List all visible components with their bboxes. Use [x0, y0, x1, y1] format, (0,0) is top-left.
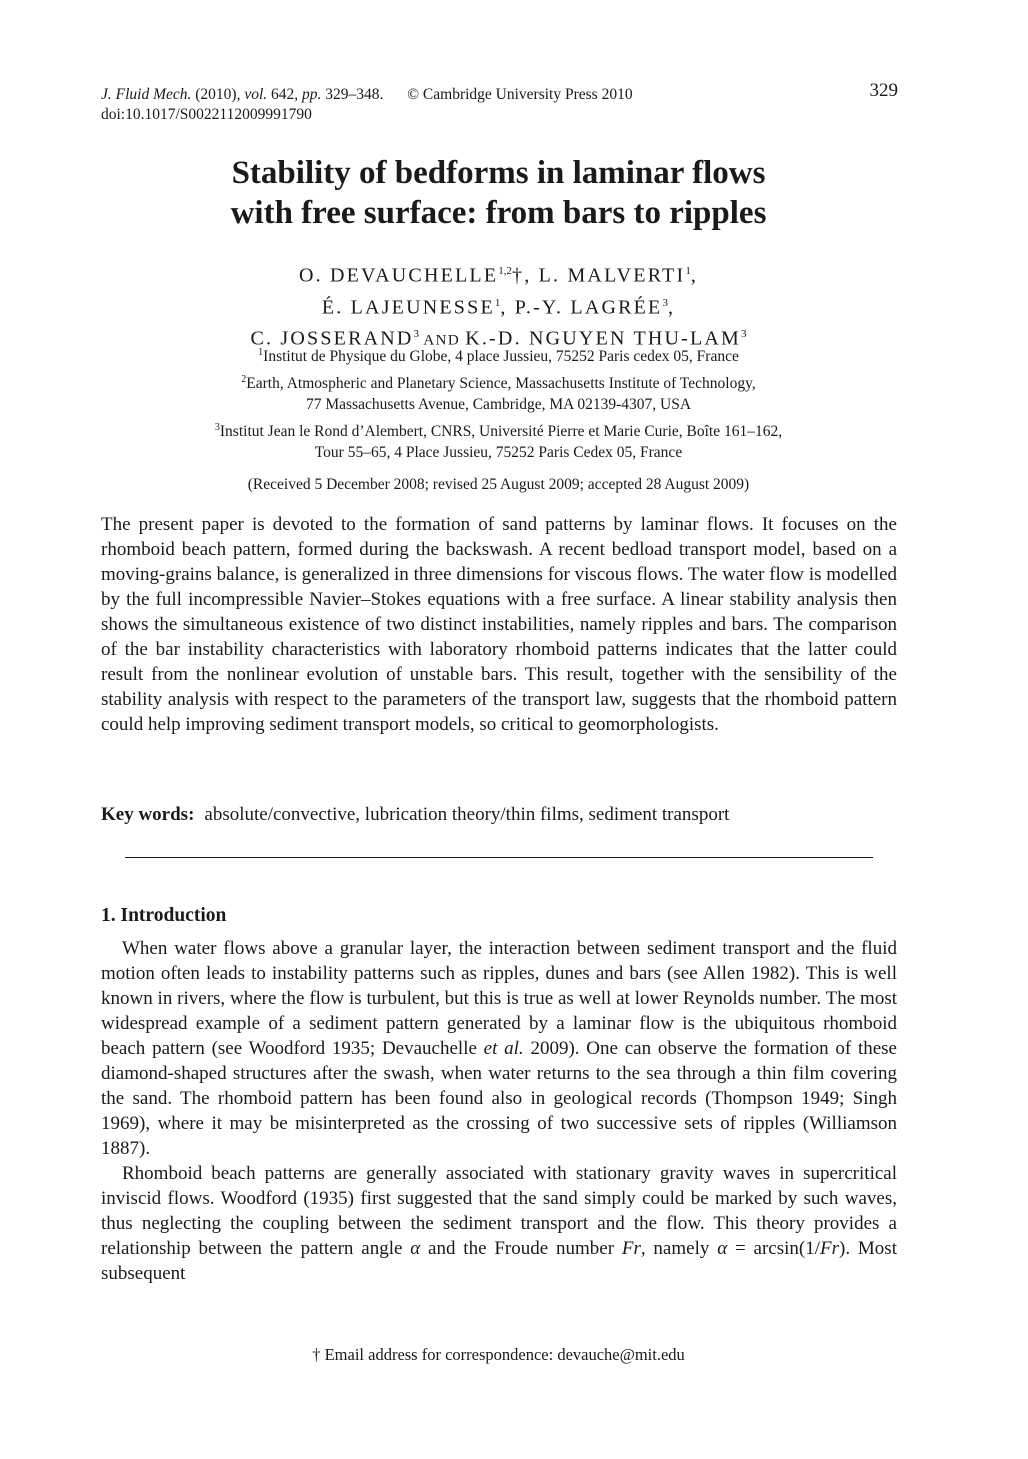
keywords-label: Key words: [101, 804, 195, 825]
title-line-2: with free surface: from bars to ripples [230, 195, 767, 231]
author-affil-sup: 1 [685, 265, 691, 277]
author-separator: , [500, 296, 515, 319]
author-line-1 [100, 258, 897, 290]
author-affil-sup: 1 [494, 296, 501, 309]
author-list [100, 258, 897, 355]
volume-label: vol. [244, 86, 268, 103]
affiliation-text: Earth, Atmospheric and Planetary Science, Massachusetts Institute of Technology, [246, 375, 756, 393]
author-name: É. LAJEUNESSE [321, 296, 495, 319]
author-name: O. DEVAUCHELLE [298, 264, 499, 287]
pages-label: pp. [302, 86, 322, 103]
section-heading: 1. Introduction [101, 905, 227, 926]
author-name: L. MALVERTI [538, 264, 686, 287]
journal-header [101, 84, 633, 106]
author-line-2 [100, 290, 897, 322]
affiliation-sup: 1 [258, 347, 264, 358]
keywords-text: absolute/convective, lubrication theory/thin films, sediment transport [204, 804, 730, 825]
footnote: † Email address for correspondence: devauche@mit.edu [312, 1345, 685, 1364]
page-number: 329 [869, 80, 898, 101]
affiliation-sup: 2 [241, 374, 247, 385]
affiliation-text-line-2: 77 Massachusetts Avenue, Cambridge, MA 02139-4307, USA [305, 396, 692, 414]
abstract: The present paper is devoted to the formation of sand patterns by laminar flows. It focuses on the rhomboid beach pattern, formed during the backswash. A recent bedload transport model, based on a moving-grains balance, is generalized in three dimensions for viscous flows. The water flow is modelled by the full incompressible Navier–Stokes equations with a free surface. A linear stability analysis then shows the simultaneous existence of two distinct instabilities, namely ripples and bars. The comparison of the bar instability characteristics with laboratory rhomboid patterns indicates that the latter could result from the nonlinear evolution of unstable bars. This result, together with the sensibility of the stability analysis with respect to the parameters of the transport law, suggests that the rhomboid pattern could help improving sediment transport models, so critical to geomorphologists. [101, 514, 897, 735]
affiliation-text: Institut de Physique du Globe, 4 place Jussieu, 75252 Paris cedex 05, France [263, 348, 739, 366]
journal-year: (2010), [195, 86, 241, 103]
correspondence-mark: †, [512, 264, 539, 287]
journal-name: J. Fluid Mech. [101, 86, 192, 103]
doi: doi:10.1017/S0022112009991790 [101, 106, 312, 123]
section-divider [125, 857, 873, 858]
volume-number: 642, [271, 86, 299, 103]
paper-title [100, 153, 897, 233]
author-conjunction: AND [419, 332, 466, 349]
author-name: P.-Y. LAGRÉE [514, 296, 663, 319]
received-dates: (Received 5 December 2008; revised 25 August 2009; accepted 28 August 2009) [247, 476, 750, 493]
affiliation-text-line-2: Tour 55–65, 4 Place Jussieu, 75252 Paris Cedex 05, France [314, 444, 683, 462]
paragraph: When water flows above a granular layer, the interaction between sediment transport and the fluid motion often leads to instability patterns such as ripples, dunes and bars (see Allen 1982). This is well known in rivers, where the flow is turbulent, but this is true as well at lower Reynolds number. The most widespread example of a sediment pattern generated by a laminar flow is the ubiquitous rhomboid beach pattern (see Woodford 1935; Devauchelle et al. 2009). One can observe the formation of these diamond-shaped structures after the swash, when water returns to the sea through a thin film covering the sand. The rhomboid pattern has been found also in geological records (Thompson 1949; Singh 1969), where it may be misinterpreted as the crossing of two successive sets of ripples (Williamson 1887). [101, 938, 897, 1159]
affiliation-text: Institut Jean le Rond d’Alembert, CNRS, Université Pierre et Marie Curie, Boîte 161–162, [219, 423, 783, 441]
author-affil-sup: 1,2 [498, 265, 513, 277]
title-line-1: Stability of bedforms in laminar flows [231, 155, 766, 191]
author-name: K.-D. NGUYEN THU-LAM [465, 327, 742, 350]
author-name: C. JOSSERAND [250, 327, 414, 350]
author-separator: , [667, 296, 676, 319]
affiliation-3 [100, 417, 897, 463]
affiliation-2 [100, 369, 897, 415]
author-separator: , [690, 264, 699, 287]
page-range: 329–348. [325, 86, 384, 103]
section-body [101, 936, 897, 1286]
author-affil-sup: 3 [741, 328, 747, 341]
affiliation-1 [100, 342, 897, 367]
keywords [101, 804, 729, 826]
copyright-notice: © Cambridge University Press 2010 [407, 86, 633, 103]
author-affil-sup: 3 [662, 296, 668, 309]
affiliation-sup: 3 [214, 422, 220, 433]
author-affil-sup: 3 [413, 328, 420, 341]
paragraph: Rhomboid beach patterns are generally associated with stationary gravity waves in supercritical inviscid flows. Woodford (1935) first suggested that the sand simply could be marked by such waves, thus neglecting the coupling between the sediment transport and the flow. This theory provides a relationship between the pattern angle α and the Froude number Fr, namely α = arcsin(1/Fr). Most subsequent [101, 1163, 897, 1284]
